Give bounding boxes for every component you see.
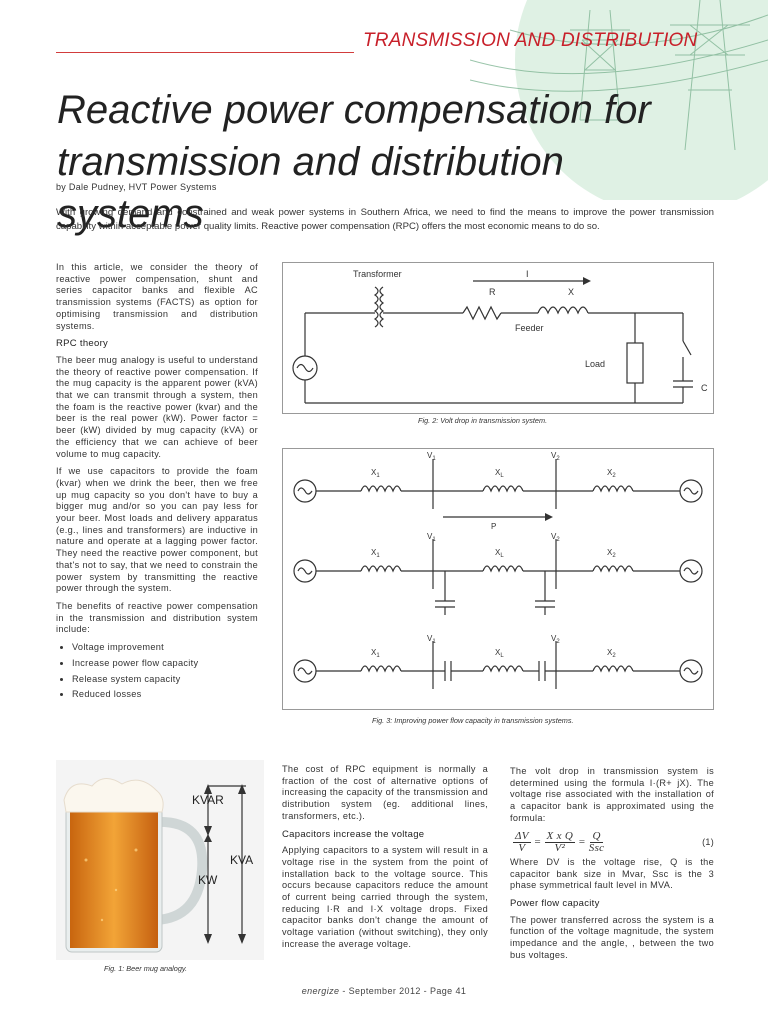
reactance-label: X xyxy=(568,287,575,297)
v1-sub: 1 xyxy=(432,537,436,543)
v2-label: V xyxy=(551,634,557,643)
svg-text:X2 xyxy=(607,648,616,659)
figure-3-caption: Fig. 3: Improving power flow capacity in transmission systems. xyxy=(372,716,574,725)
section-label: TRANSMISSION AND DISTRIBUTION xyxy=(363,30,698,51)
list-item: • Increase power flow capacity xyxy=(72,658,258,670)
formula-equals: = xyxy=(578,835,586,848)
x1-sub: 1 xyxy=(376,653,380,659)
x2-label: X xyxy=(607,648,613,657)
magazine-name: energize xyxy=(301,986,340,996)
subheading-rpc-theory: RPC theory xyxy=(56,338,109,350)
x1-sub: 1 xyxy=(376,473,380,479)
svg-text:V1 xyxy=(427,532,436,543)
v1-sub: 1 xyxy=(432,456,436,462)
resistance-label: R xyxy=(489,287,496,297)
x1-label: X xyxy=(371,648,377,657)
list-item: • Release system capacity xyxy=(72,674,258,686)
x2-label: X xyxy=(607,468,613,477)
capacitor-label: C xyxy=(701,383,708,393)
v1-label: V xyxy=(427,451,433,460)
formula-equals: = xyxy=(533,835,542,848)
formula-term: V² xyxy=(554,842,566,855)
svg-text:X2 xyxy=(607,548,616,559)
column-3 xyxy=(510,766,714,968)
transformer-label: Transformer xyxy=(353,269,402,279)
svg-text:XL xyxy=(495,648,504,659)
paragraph: The benefits of reactive power compensation in the transmission and distribution system include: xyxy=(56,600,258,635)
benefits-list xyxy=(56,642,258,701)
equation-number: (1) xyxy=(702,836,714,847)
svg-text:X2 xyxy=(607,468,616,479)
x1-label: X xyxy=(371,468,377,477)
paragraph: Applying capacitors to a system will result in a voltage rise in the system from the point of installation back to the voltage source. This occurs because capacitors reduce the amount of current being carried through the system, reducing I·R and I·X voltage drops. Fixed capacitor banks don't change the amount of voltage variation (without switching), they only increase the average voltage. xyxy=(282,845,488,949)
svg-text:V2 xyxy=(551,451,560,462)
column-2 xyxy=(282,764,488,957)
xl-label: X xyxy=(495,648,501,657)
load-label: Load xyxy=(585,359,606,369)
paragraph: The cost of RPC equipment is normally a fraction of the cost of alternative options of increasing the capacity of the transmission and distribution system (eg. additional lines, transformers, etc.). xyxy=(282,764,488,821)
svg-text:X1 xyxy=(371,648,380,659)
paragraph: The power transferred across the system is a function of the voltage magnitude, the system impedance and the angle, , between the two bus voltages. xyxy=(510,914,714,960)
v2-label: V xyxy=(551,451,557,460)
xl-sub: L xyxy=(500,473,504,479)
svg-text:XL xyxy=(495,468,504,479)
figure-1-caption: Fig. 1: Beer mug analogy. xyxy=(104,964,188,973)
subheading-power-flow: Power flow capacity xyxy=(510,898,600,910)
article-intro: With growing demand and constrained and weak power systems in Southern Africa, we need to find the means to improve the power transmission capability within acceptable power quality limits. Reactive power compensation (RPC) offers the most economic means to do so. xyxy=(56,207,714,232)
header-rule xyxy=(56,52,354,53)
current-label: I xyxy=(526,269,529,279)
subheading-capacitors: Capacitors increase the voltage xyxy=(282,828,425,840)
xl-label: X xyxy=(495,468,501,477)
v2-label: V xyxy=(551,532,557,541)
xl-label: X xyxy=(495,548,501,557)
paragraph: If we use capacitors to provide the foam (kvar) when we drink the beer, then we free up mug capacity so you don't have to buy a bigger mug and/or so you can pay less for your beer. Most loads and delivery apparatus (e.g., lines and transformers) are inductive in nature and operate at a lagging power factor. They need the reactive power component, but that's not to say, that we need to constrain the power system by transmitting the reactive power through the system. xyxy=(56,466,258,594)
page-footer xyxy=(0,986,768,996)
kva-label: KVA xyxy=(230,853,254,867)
formula-term: ΔV xyxy=(515,829,529,842)
x1-label: X xyxy=(371,548,377,557)
xl-sub: L xyxy=(500,553,504,559)
x2-sub: 2 xyxy=(612,653,616,659)
svg-text:V1 xyxy=(427,451,436,462)
figure-1-beer-mug xyxy=(56,760,264,960)
column-1 xyxy=(56,262,258,705)
svg-text:X1 xyxy=(371,468,380,479)
v1-label: V xyxy=(427,532,433,541)
figure-3-circuits xyxy=(282,448,714,710)
voltage-rise-formula xyxy=(510,831,714,855)
v2-sub: 2 xyxy=(556,639,560,645)
power-label: P xyxy=(491,522,497,531)
article-title: Reactive power compensation for transmission and distribution systems xyxy=(57,88,651,236)
beer-mug-illustration xyxy=(56,760,264,960)
feeder-label: Feeder xyxy=(515,323,544,333)
svg-text:XL xyxy=(495,548,504,559)
formula-term: V xyxy=(518,842,526,855)
v2-sub: 2 xyxy=(556,456,560,462)
svg-text:X1 xyxy=(371,548,380,559)
kw-label: KW xyxy=(198,873,218,887)
list-item: • Voltage improvement xyxy=(72,642,258,654)
figure-2-caption: Fig. 2: Volt drop in transmission system. xyxy=(418,416,548,425)
xl-sub: L xyxy=(500,653,504,659)
svg-text:V2 xyxy=(551,532,560,543)
volt-drop-diagram xyxy=(283,263,713,413)
svg-text:V1 xyxy=(427,634,436,645)
paragraph: The volt drop in transmission system is determined using the formula I·(R+ jX). The voltage rise associated with the installation of a capacitor bank is approximated using the formula: xyxy=(510,766,714,823)
x2-label: X xyxy=(607,548,613,557)
list-item: • Reduced losses xyxy=(72,689,258,701)
footer-date-page: - September 2012 - Page 41 xyxy=(339,986,467,996)
v2-sub: 2 xyxy=(556,537,560,543)
formula-term: Ssc xyxy=(588,842,605,855)
paragraph: Where DV is the voltage rise, Q is the capacitor bank size in Mvar, Ssc is the 3 phase symmetrical fault level in MVA. xyxy=(510,856,714,891)
v1-sub: 1 xyxy=(432,639,436,645)
svg-text:V2 xyxy=(551,634,560,645)
x2-sub: 2 xyxy=(612,553,616,559)
x2-sub: 2 xyxy=(612,473,616,479)
formula-term: Q xyxy=(592,829,601,842)
formula-term: X x Q xyxy=(546,829,574,842)
kvar-label: KVAR xyxy=(192,793,224,807)
x1-sub: 1 xyxy=(376,553,380,559)
v1-label: V xyxy=(427,634,433,643)
power-flow-diagram xyxy=(283,449,713,709)
paragraph: In this article, we consider the theory of reactive power compensation, shunt and series capacitor banks and flexible AC transmission systems (FACTS) as option for optimising transmission and distribution systems. xyxy=(56,262,258,331)
figure-2-circuit xyxy=(282,262,714,414)
article-byline: by Dale Pudney, HVT Power Systems xyxy=(56,182,217,192)
paragraph: The beer mug analogy is useful to understand the theory of reactive power compensation. If the mug capacity is the apparent power (kVA) that we can transmit through a system, then the foam is the reactive power (kvar) and the beer is the real power (kW). Power factor = beer (kW) divided by mug capacity (kVA) or the efficiency that we can achieve of beer volume to mug capacity. xyxy=(56,354,258,459)
